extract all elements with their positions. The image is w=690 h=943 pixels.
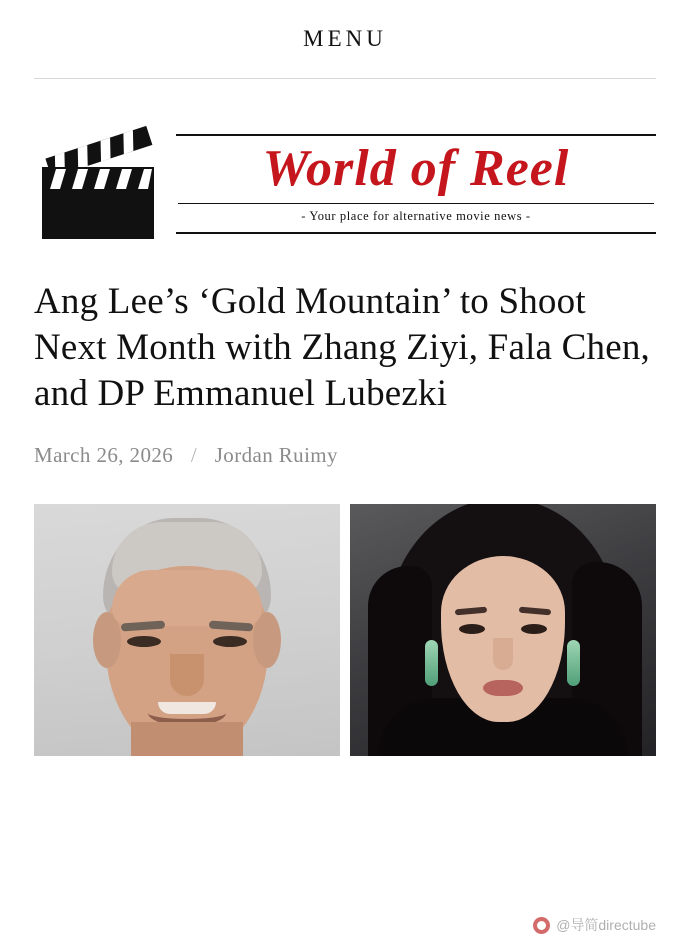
portrait-forehead: [112, 570, 262, 626]
photo-ang-lee: [34, 504, 340, 756]
article-images: [0, 468, 690, 756]
top-nav: [0, 0, 690, 52]
portrait-eye-left: [459, 624, 485, 634]
site-tagline: - Your place for alternative movie news -: [301, 208, 531, 223]
site-masthead: [0, 79, 690, 245]
brand-divider: [178, 203, 654, 204]
clapperboard-icon: [34, 123, 160, 245]
brand-block: [176, 134, 656, 234]
portrait-neck: [131, 722, 243, 756]
portrait-earring-right: [567, 640, 580, 686]
portrait-eye-left: [127, 636, 161, 647]
weibo-icon: [533, 917, 550, 934]
site-title[interactable]: World of Reel: [262, 140, 570, 198]
portrait-earring-left: [425, 640, 438, 686]
menu-button[interactable]: MENU: [303, 26, 387, 51]
photo-zhang-ziyi: [350, 504, 656, 756]
portrait-eye-right: [213, 636, 247, 647]
watermark: [533, 915, 656, 935]
portrait-lips: [483, 680, 523, 696]
portrait-nose: [170, 654, 204, 696]
article-byline: [34, 443, 656, 468]
article-date: March 26, 2026: [34, 442, 174, 467]
portrait-nose: [493, 638, 513, 670]
watermark-text: @导简directube: [556, 917, 656, 933]
article-header: [0, 245, 690, 468]
portrait-eye-right: [521, 624, 547, 634]
byline-separator: /: [190, 442, 198, 467]
article-author[interactable]: Jordan Ruimy: [214, 442, 338, 467]
article-headline[interactable]: Ang Lee’s ‘Gold Mountain’ to Shoot Next Month with Zhang Ziyi, Fala Chen, and DP Emmanuel Lubezki: [34, 281, 650, 414]
